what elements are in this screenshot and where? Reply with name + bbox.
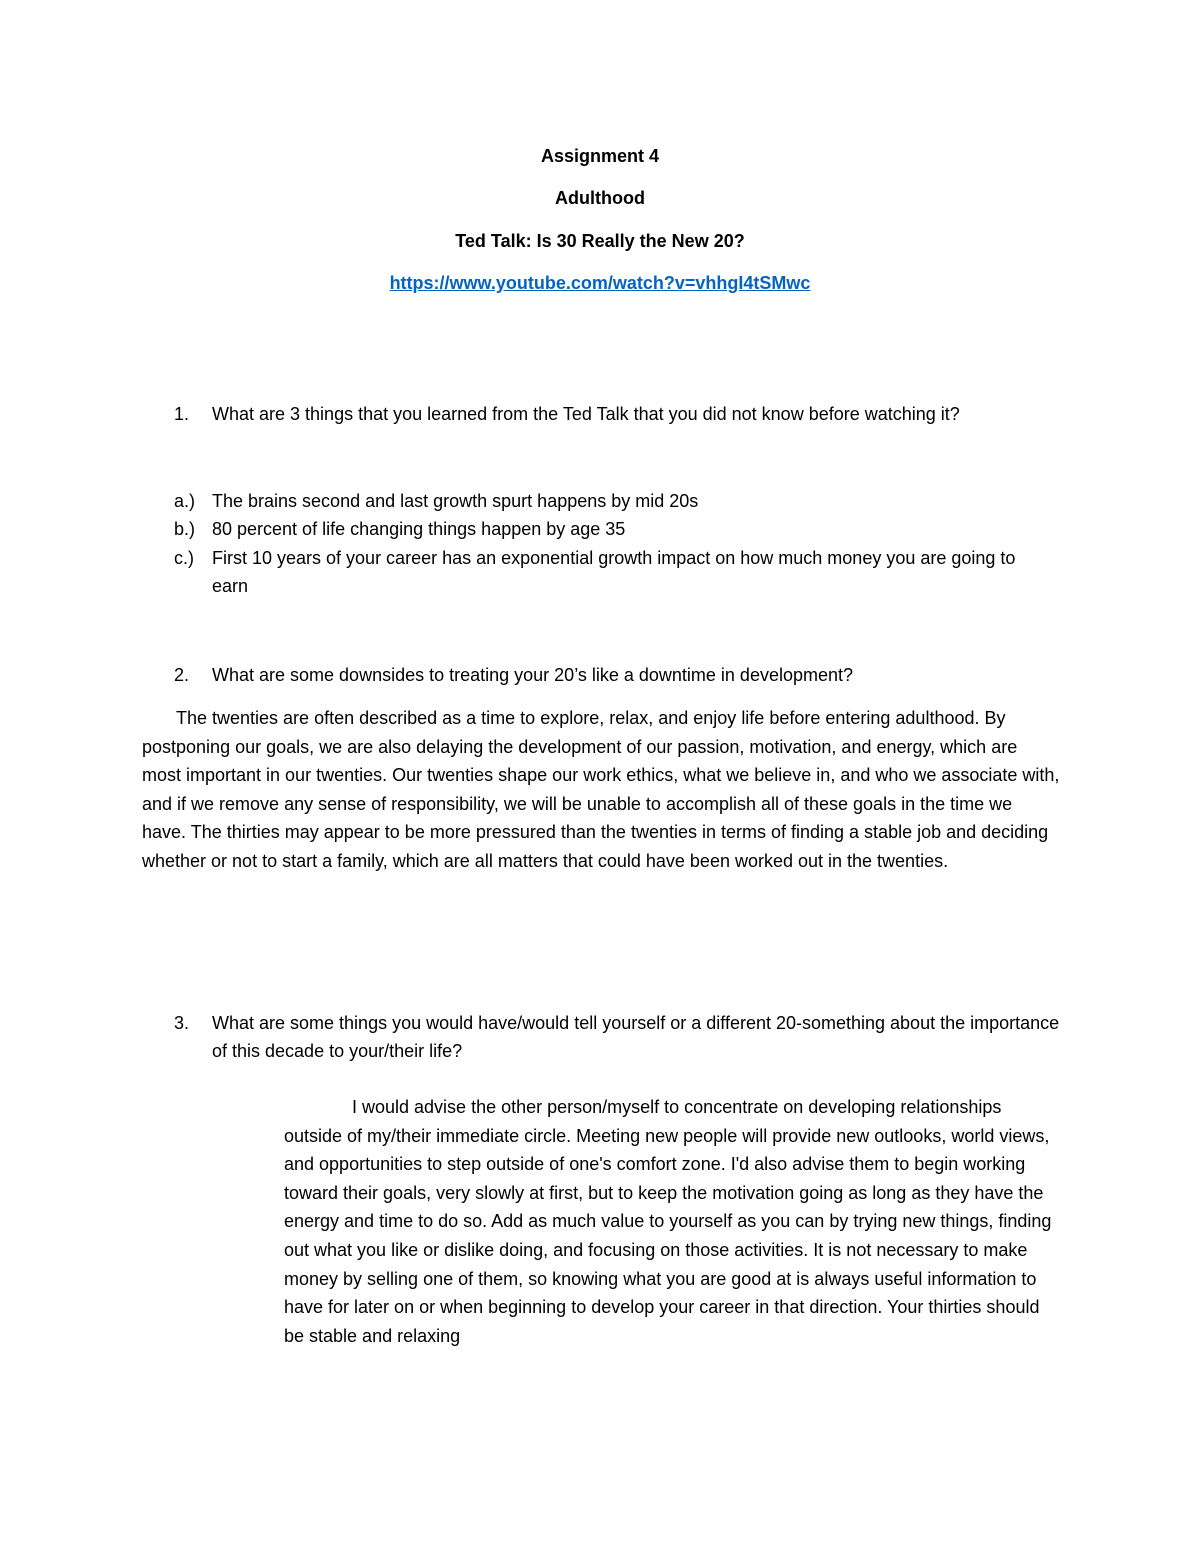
assignment-title: Assignment 4 (540, 146, 660, 166)
video-link-line (0, 271, 1200, 295)
question-3 (174, 1009, 1064, 1069)
answer-item-c-marker: c.) (174, 548, 194, 568)
answer-2-paragraph: The twenties are often described as a time to explore, relax, and enjoy life before entering adulthood. By postponing our goals, we are also delaying the development of our passion, motivation, and energy, which are most important in our twenties. Our twenties shape our work ethics, what we believe in, and who we associate with, and if we remove any sense of responsibility, we will be unable to accomplish all of these goals in the time we have. The thirties may appear to be more pressured than the twenties in terms of finding a stable job and deciding whether or not to start a family, which are all matters that could have been worked out in the twenties. (142, 708, 1060, 871)
question-3-number: 3. (174, 1013, 190, 1033)
question-2-text: What are some downsides to treating your 20’s like a downtime in development? (212, 665, 854, 685)
question-1 (174, 400, 1074, 430)
talk-title: Ted Talk: Is 30 Really the New 20? (455, 231, 745, 251)
video-link[interactable]: https://www.youtube.com/watch?v=vhhgI4tSMwc (389, 273, 811, 293)
question-2 (174, 661, 1074, 691)
answer-3-paragraph: I would advise the other person/myself to concentrate on developing relationships outside of my/their immediate circle. Meeting new people will provide new outlooks, world views, and opportunities to step outside of one's comfort zone. I'd also advise them to begin working toward their goals, very slowly at first, but to keep the motivation going as long as they have the energy and time to do so. Add as much value to yourself as you can by trying new things, finding out what you like or dislike doing, and focusing on those activities. It is not necessary to make money by selling one of them, so knowing what you are good at is always useful information to have for later on or when beginning to develop your career in that direction. Your thirties should be stable and relaxing (284, 1097, 1052, 1346)
answer-item-c-text: First 10 years of your career has an exponential growth impact on how much money you are going to earn (212, 548, 1016, 596)
question-1-text: What are 3 things that you learned from the Ted Talk that you did not know before watching it? (212, 404, 960, 424)
answer-item-b (174, 515, 1054, 545)
answer-item-c (174, 544, 1054, 604)
answer-item-b-marker: b.) (174, 519, 196, 539)
question-3-text: What are some things you would have/would tell yourself or a different 20-something about the importance of this decade to your/their life? (212, 1013, 1060, 1061)
question-2-number: 2. (174, 665, 190, 685)
answer-item-a-text: The brains second and last growth spurt happens by mid 20s (212, 491, 699, 511)
answer-item-b-text: 80 percent of life changing things happen by age 35 (212, 519, 626, 539)
answer-item-a-marker: a.) (174, 491, 196, 511)
topic-title: Adulthood (555, 188, 645, 208)
question-1-number: 1. (174, 404, 190, 424)
answer-item-a (174, 487, 1054, 517)
